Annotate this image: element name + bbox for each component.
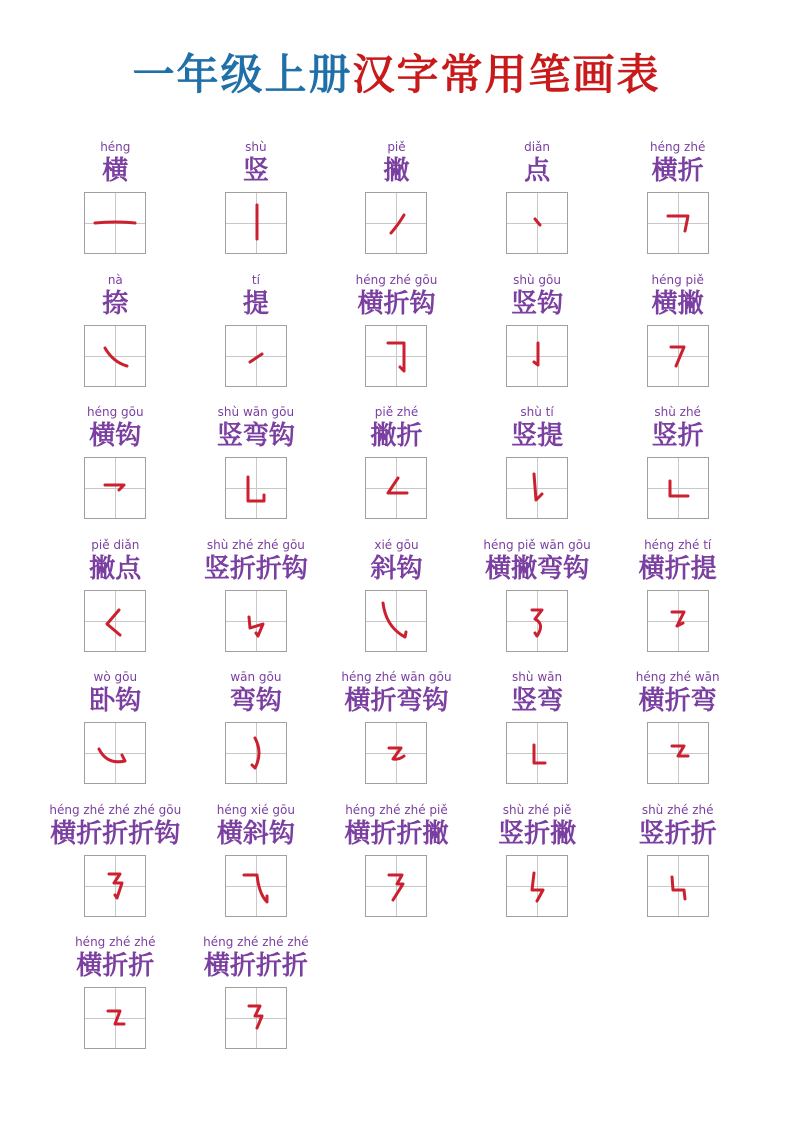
stroke-path bbox=[672, 877, 685, 899]
stroke-pinyin: shù tí bbox=[520, 405, 554, 419]
stroke-entry bbox=[186, 803, 327, 936]
stroke-path bbox=[250, 354, 262, 362]
stroke-entry bbox=[45, 935, 186, 1068]
stroke-pinyin: diǎn bbox=[524, 140, 551, 154]
stroke-glyph-icon bbox=[366, 458, 426, 518]
tianzige-box bbox=[365, 192, 427, 254]
stroke-pinyin: héng zhé zhé bbox=[75, 935, 156, 949]
stroke-entry bbox=[45, 140, 186, 273]
stroke-entry bbox=[45, 670, 186, 803]
stroke-name: 横撇 bbox=[651, 288, 704, 319]
tianzige-box bbox=[365, 325, 427, 387]
stroke-pinyin: tí bbox=[251, 272, 260, 287]
tianzige-box bbox=[225, 457, 287, 519]
stroke-pinyin: héng bbox=[100, 140, 131, 154]
stroke-name: 撇折 bbox=[370, 421, 423, 451]
stroke-pinyin: héng zhé bbox=[650, 140, 706, 154]
stroke-entry bbox=[186, 273, 327, 406]
stroke-name: 竖弯 bbox=[511, 686, 564, 716]
stroke-path bbox=[534, 745, 545, 763]
stroke-name: 撇 bbox=[383, 156, 410, 186]
page-title bbox=[0, 50, 793, 100]
stroke-glyph-icon bbox=[226, 591, 286, 651]
stroke-pinyin: shù wān bbox=[512, 670, 563, 684]
stroke-glyph-icon bbox=[85, 988, 145, 1048]
stroke-path bbox=[252, 738, 259, 768]
tianzige-box bbox=[84, 855, 146, 917]
stroke-glyph-icon bbox=[85, 591, 145, 651]
stroke-entry bbox=[467, 670, 608, 803]
stroke-glyph-icon bbox=[366, 591, 426, 651]
tianzige-box bbox=[225, 192, 287, 254]
stroke-glyph-icon bbox=[85, 193, 145, 253]
stroke-glyph-icon bbox=[226, 723, 286, 783]
stroke-name: 横撇弯钩 bbox=[485, 553, 590, 584]
stroke-name: 横折钩 bbox=[357, 288, 436, 319]
stroke-path bbox=[95, 222, 135, 223]
stroke-entry bbox=[45, 273, 186, 406]
stroke-name: 横折提 bbox=[638, 553, 717, 584]
stroke-name: 横 bbox=[102, 156, 129, 186]
stroke-entry bbox=[607, 538, 748, 671]
stroke-path bbox=[249, 617, 263, 636]
stroke-path bbox=[532, 873, 543, 901]
stroke-path bbox=[249, 1006, 262, 1028]
stroke-pinyin: héng piě bbox=[651, 272, 704, 287]
stroke-glyph-icon bbox=[648, 591, 708, 651]
stroke-glyph-icon bbox=[507, 856, 567, 916]
stroke-entry bbox=[467, 538, 608, 671]
stroke-name: 竖折折钩 bbox=[203, 553, 308, 584]
stroke-name: 撇点 bbox=[89, 553, 142, 584]
stroke-name: 横折折 bbox=[76, 951, 155, 981]
stroke-pinyin: wān gōu bbox=[230, 670, 282, 684]
stroke-glyph-icon bbox=[648, 723, 708, 783]
stroke-name: 横钩 bbox=[89, 421, 142, 451]
stroke-path bbox=[534, 474, 542, 500]
stroke-entry bbox=[326, 273, 467, 406]
stroke-path bbox=[532, 610, 542, 636]
title-part-2: 汉字常用笔画表 bbox=[352, 50, 661, 99]
stroke-name: 横折 bbox=[651, 156, 704, 186]
tianzige-box bbox=[365, 457, 427, 519]
stroke-path bbox=[671, 347, 684, 366]
stroke-pinyin: héng zhé zhé piě bbox=[345, 802, 448, 817]
stroke-pinyin: shù zhé zhé gōu bbox=[206, 537, 305, 552]
stroke-glyph-icon bbox=[507, 723, 567, 783]
stroke-entry bbox=[467, 140, 608, 273]
tianzige-box bbox=[647, 325, 709, 387]
stroke-entry bbox=[186, 140, 327, 273]
stroke-path bbox=[105, 485, 124, 490]
stroke-pinyin: shù bbox=[245, 140, 267, 154]
tianzige-box bbox=[647, 855, 709, 917]
stroke-glyph-icon bbox=[85, 326, 145, 386]
stroke-glyph-icon bbox=[226, 988, 286, 1048]
stroke-path bbox=[107, 610, 120, 635]
stroke-path bbox=[391, 215, 404, 233]
stroke-path bbox=[248, 477, 264, 501]
tianzige-box bbox=[84, 325, 146, 387]
stroke-pinyin: shù zhé bbox=[654, 405, 701, 419]
stroke-entry bbox=[45, 405, 186, 538]
stroke-pinyin: héng zhé wān bbox=[635, 670, 720, 684]
stroke-name: 卧钩 bbox=[89, 686, 142, 716]
stroke-glyph-icon bbox=[507, 326, 567, 386]
stroke-path bbox=[389, 748, 404, 759]
stroke-path bbox=[389, 875, 403, 900]
stroke-name: 点 bbox=[524, 156, 551, 186]
tianzige-box bbox=[647, 192, 709, 254]
stroke-entry bbox=[607, 273, 748, 406]
stroke-name: 竖钩 bbox=[511, 288, 564, 319]
tianzige-box bbox=[647, 457, 709, 519]
stroke-path bbox=[109, 874, 122, 898]
stroke-entry bbox=[45, 803, 186, 936]
stroke-path bbox=[388, 343, 404, 371]
stroke-glyph-icon bbox=[366, 723, 426, 783]
stroke-path bbox=[244, 875, 267, 902]
stroke-name: 竖提 bbox=[511, 421, 564, 451]
stroke-pinyin: piě diǎn bbox=[91, 537, 140, 552]
stroke-glyph-icon bbox=[85, 856, 145, 916]
stroke-name: 捺 bbox=[102, 288, 129, 319]
stroke-path bbox=[99, 749, 125, 762]
stroke-path bbox=[388, 478, 407, 493]
stroke-path bbox=[535, 219, 540, 225]
stroke-table bbox=[45, 140, 748, 1068]
tianzige-box bbox=[84, 590, 146, 652]
stroke-entry bbox=[186, 935, 327, 1068]
stroke-path bbox=[672, 612, 684, 626]
stroke-glyph-icon bbox=[507, 591, 567, 651]
tianzige-box bbox=[84, 457, 146, 519]
stroke-glyph-icon bbox=[366, 856, 426, 916]
stroke-glyph-icon bbox=[85, 723, 145, 783]
tianzige-box bbox=[647, 722, 709, 784]
tianzige-box bbox=[84, 192, 146, 254]
stroke-pinyin: héng xié gōu bbox=[216, 802, 295, 817]
stroke-entry bbox=[326, 538, 467, 671]
stroke-path bbox=[108, 1011, 124, 1024]
stroke-entry bbox=[186, 405, 327, 538]
stroke-glyph-icon bbox=[648, 193, 708, 253]
stroke-name: 竖弯钩 bbox=[216, 421, 295, 451]
stroke-entry bbox=[607, 803, 748, 936]
stroke-glyph-icon bbox=[226, 193, 286, 253]
stroke-entry bbox=[186, 538, 327, 671]
stroke-entry bbox=[45, 538, 186, 671]
stroke-glyph-icon bbox=[366, 193, 426, 253]
tianzige-box bbox=[506, 722, 568, 784]
stroke-name: 竖折撇 bbox=[498, 818, 577, 849]
tianzige-box bbox=[225, 987, 287, 1049]
stroke-pinyin: shù wān gōu bbox=[217, 405, 295, 419]
stroke-entry bbox=[467, 273, 608, 406]
stroke-entry bbox=[186, 670, 327, 803]
stroke-pinyin: xié gōu bbox=[374, 537, 419, 552]
stroke-name: 横折折折钩 bbox=[50, 818, 181, 849]
tianzige-box bbox=[365, 855, 427, 917]
stroke-name: 横折弯钩 bbox=[344, 686, 449, 716]
stroke-name: 弯钩 bbox=[229, 686, 282, 716]
tianzige-box bbox=[506, 855, 568, 917]
tianzige-box bbox=[225, 590, 287, 652]
stroke-glyph-icon bbox=[226, 856, 286, 916]
tianzige-box bbox=[84, 722, 146, 784]
stroke-name: 横折弯 bbox=[638, 686, 717, 716]
stroke-glyph-icon bbox=[648, 326, 708, 386]
stroke-pinyin: héng zhé wān gōu bbox=[341, 670, 452, 684]
stroke-pinyin: héng piě wān gōu bbox=[483, 537, 591, 552]
stroke-entry bbox=[607, 405, 748, 538]
stroke-glyph-icon bbox=[85, 458, 145, 518]
tianzige-box bbox=[647, 590, 709, 652]
tianzige-box bbox=[365, 590, 427, 652]
stroke-glyph-icon bbox=[507, 193, 567, 253]
stroke-name: 斜钩 bbox=[370, 553, 423, 584]
tianzige-box bbox=[84, 987, 146, 1049]
stroke-entry bbox=[467, 803, 608, 936]
stroke-pinyin: piě bbox=[387, 140, 406, 154]
stroke-entry bbox=[467, 405, 608, 538]
stroke-path bbox=[668, 216, 688, 231]
tianzige-box bbox=[506, 457, 568, 519]
stroke-pinyin: héng gōu bbox=[87, 405, 144, 419]
stroke-pinyin: shù gōu bbox=[513, 272, 561, 287]
stroke-pinyin: shù zhé zhé bbox=[641, 802, 714, 817]
stroke-entry bbox=[607, 670, 748, 803]
stroke-pinyin: héng zhé gōu bbox=[355, 272, 438, 287]
stroke-glyph-icon bbox=[226, 458, 286, 518]
stroke-glyph-icon bbox=[648, 458, 708, 518]
stroke-glyph-icon bbox=[366, 326, 426, 386]
stroke-entry bbox=[607, 140, 748, 273]
tianzige-box bbox=[225, 855, 287, 917]
stroke-pinyin: wò gōu bbox=[93, 670, 138, 684]
tianzige-box bbox=[506, 192, 568, 254]
title-part-1: 一年级上册 bbox=[132, 50, 353, 99]
stroke-entry bbox=[326, 803, 467, 936]
stroke-name: 竖折 bbox=[651, 421, 704, 451]
stroke-pinyin: héng zhé zhé zhé bbox=[203, 935, 309, 949]
stroke-path bbox=[534, 343, 538, 365]
stroke-pinyin: héng zhé tí bbox=[644, 537, 712, 552]
stroke-path bbox=[670, 481, 688, 496]
tianzige-box bbox=[506, 325, 568, 387]
stroke-entry bbox=[326, 140, 467, 273]
stroke-path bbox=[105, 348, 127, 366]
stroke-pinyin: héng zhé zhé zhé gōu bbox=[49, 802, 182, 817]
stroke-pinyin: nà bbox=[107, 272, 123, 287]
stroke-glyph-icon bbox=[226, 326, 286, 386]
stroke-path bbox=[672, 746, 688, 756]
stroke-glyph-icon bbox=[507, 458, 567, 518]
stroke-entry bbox=[326, 670, 467, 803]
tianzige-box bbox=[225, 722, 287, 784]
stroke-name: 横折折撇 bbox=[344, 818, 449, 849]
stroke-pinyin: piě zhé bbox=[374, 405, 419, 419]
tianzige-box bbox=[506, 590, 568, 652]
tianzige-box bbox=[365, 722, 427, 784]
stroke-name: 竖 bbox=[242, 156, 269, 186]
stroke-name: 竖折折 bbox=[638, 818, 717, 849]
stroke-entry bbox=[326, 405, 467, 538]
stroke-name: 横斜钩 bbox=[216, 818, 295, 849]
stroke-glyph-icon bbox=[648, 856, 708, 916]
tianzige-box bbox=[225, 325, 287, 387]
stroke-name: 横折折折 bbox=[203, 951, 308, 981]
stroke-path bbox=[383, 603, 406, 637]
stroke-pinyin: shù zhé piě bbox=[502, 802, 572, 817]
stroke-name: 提 bbox=[242, 288, 269, 319]
